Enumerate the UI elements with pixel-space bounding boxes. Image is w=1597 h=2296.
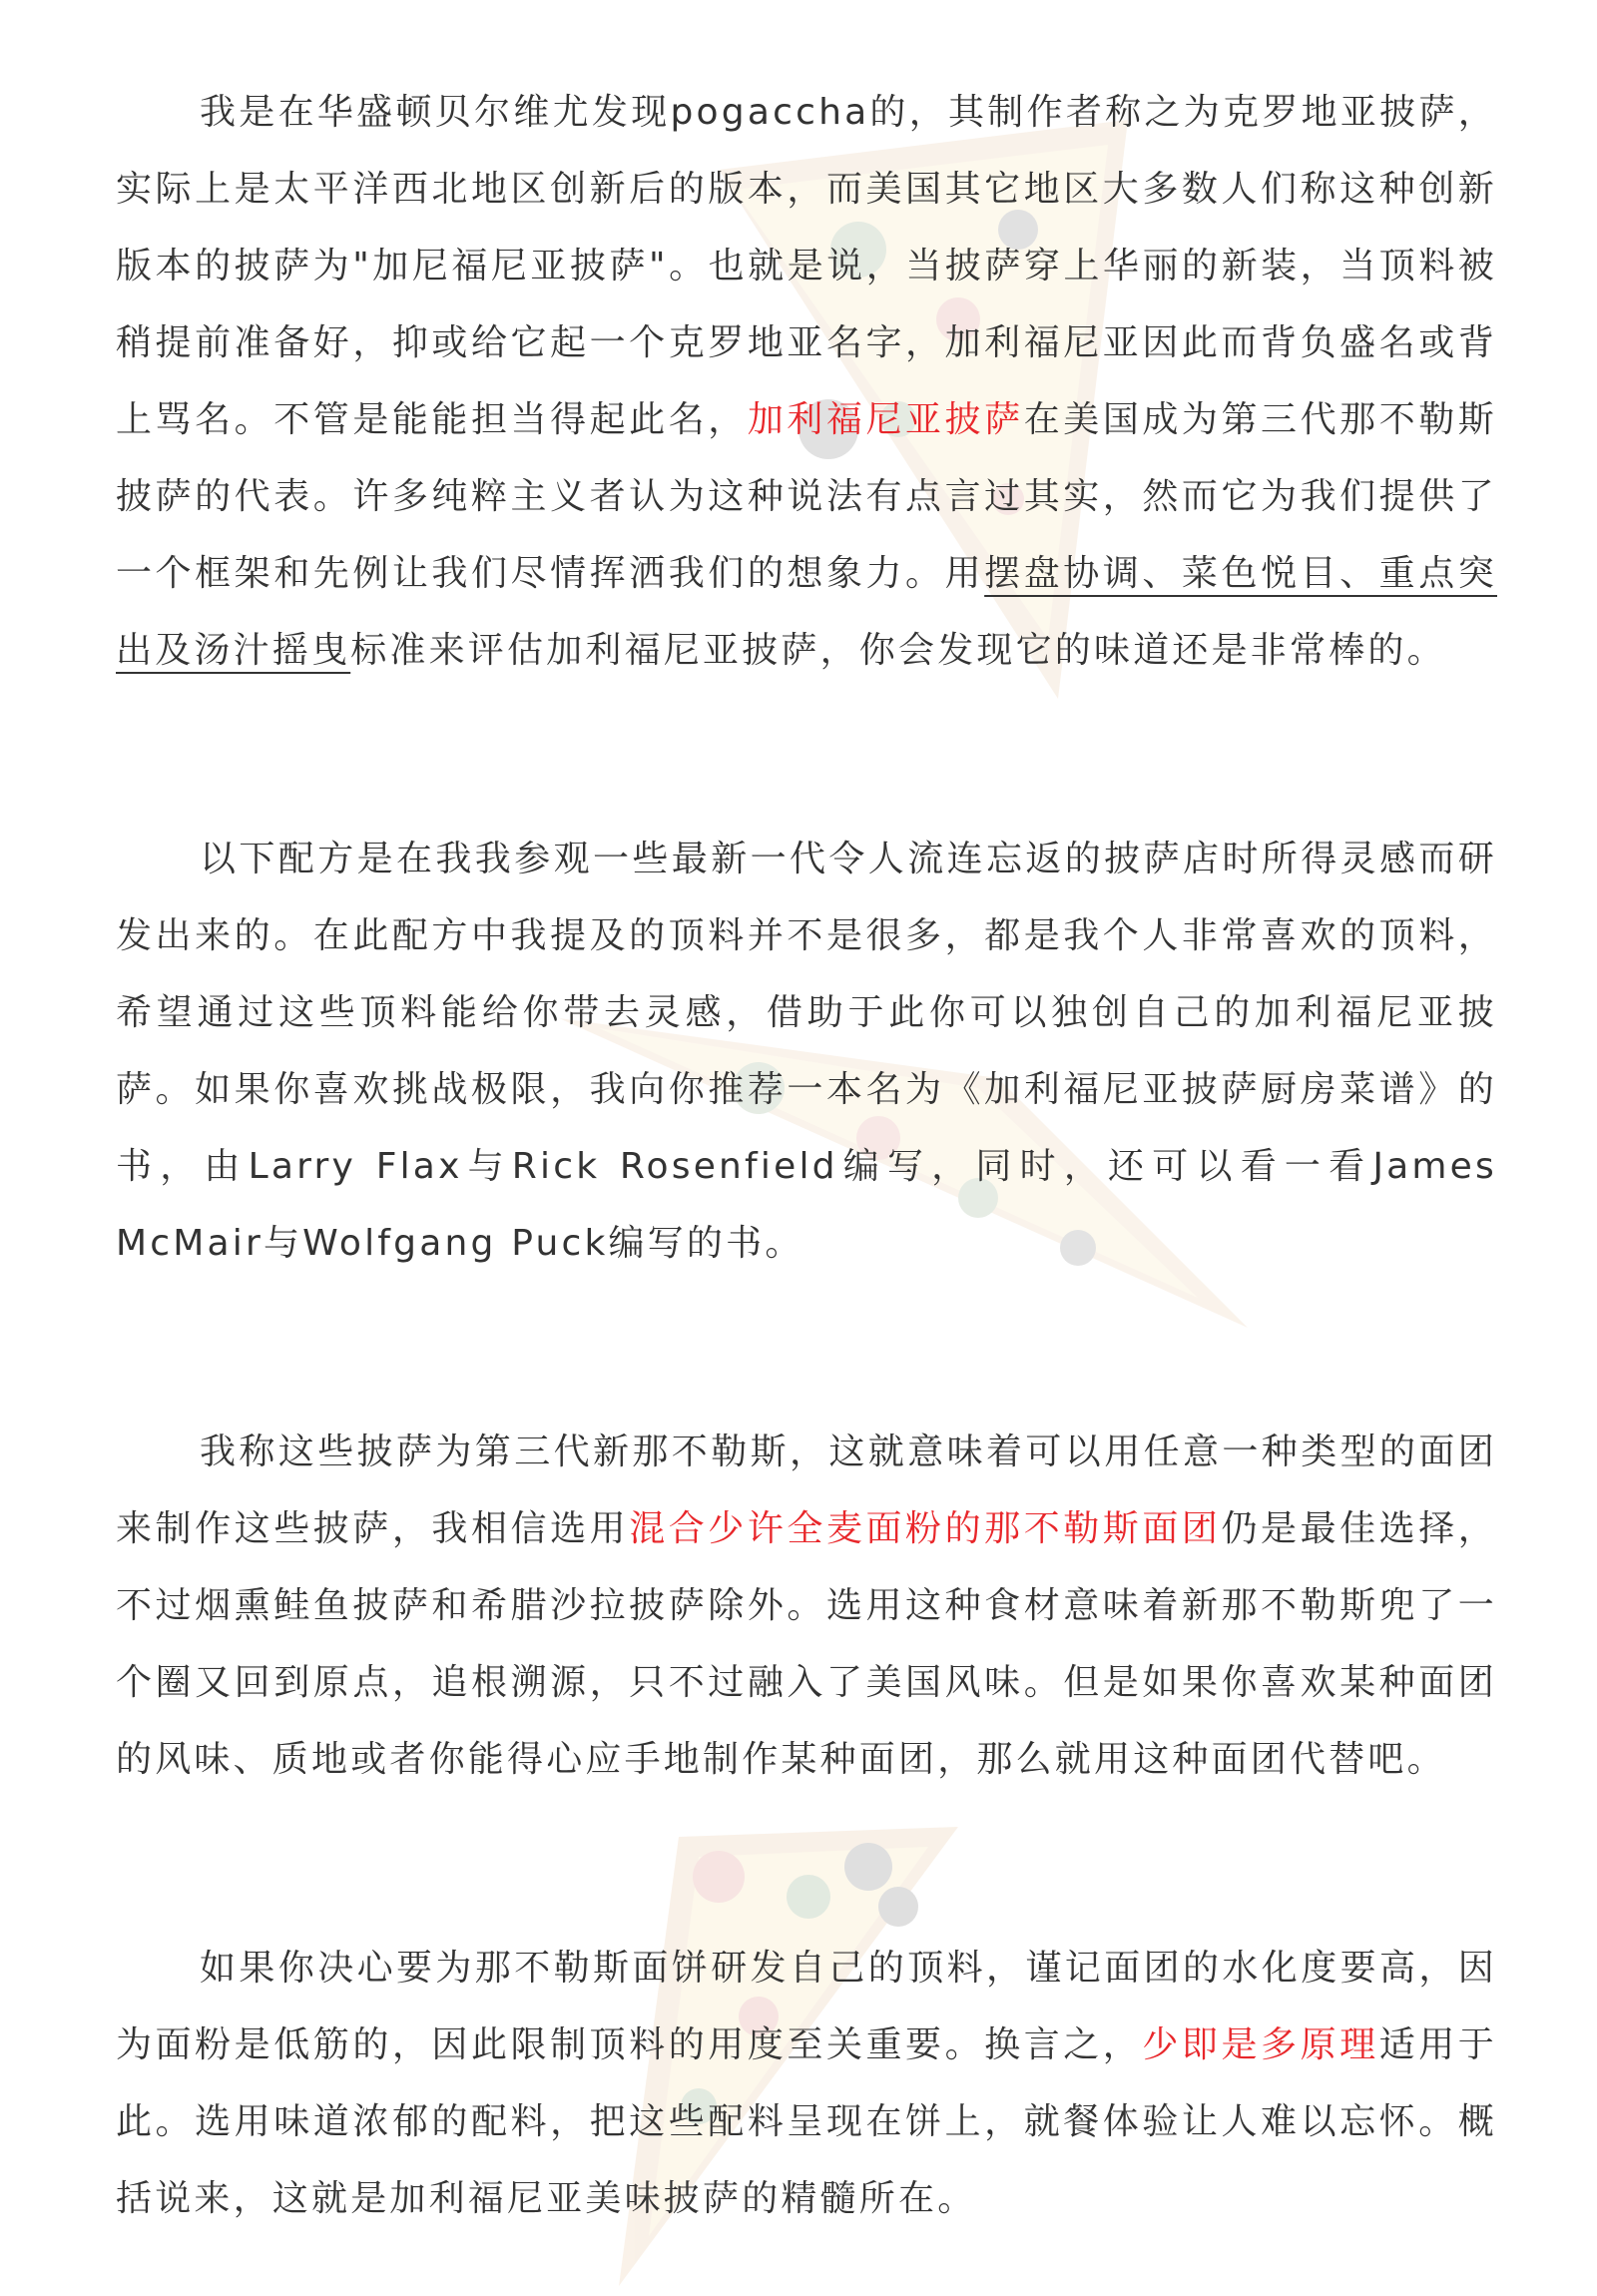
paragraph-4-text-a: 如果你决心要为那不勒斯面饼研发自己的顶料，谨记面团的水化度要高，因为面粉是低筋的，因此限制顶料的用度至关重要。换言之， [116,1948,1497,2065]
paragraph-1 [116,74,1497,689]
paragraph-4 [116,1930,1497,2237]
article-body [116,74,1497,2237]
paragraph-3-text-b: 仍是最佳选择，不过烟熏鲑鱼披萨和希腊沙拉披萨除外。选用这种食材意味着新那不勒斯兜了一个圈又回到原点，追根溯源，只不过融入了美国风味。但是如果你喜欢某种面团的风味、质地或者你能得心应手地制作某种面团，那么就用这种面团代替吧。 [116,1508,1497,1780]
paragraph-1-text-c: 标准来评估加利福尼亚披萨，你会发现它的味道还是非常棒的。 [350,630,1446,671]
paragraph-2 [116,821,1497,1282]
paragraph-3-text-a: 我称这些披萨为第三代新那不勒斯，这就意味着可以用任意一种类型的面团来制作这些披萨，我相信选用 [116,1432,1497,1549]
underlined-criteria: 摆盘协调、菜色悦目、重点突出及汤汁摇曳 [116,553,1497,671]
paragraph-2-text: 以下配方是在我我参观一些最新一代令人流连忘返的披萨店时所得灵感而研发出来的。在此配方中我提及的顶料并不是很多，都是我个人非常喜欢的顶料，希望通过这些顶料能给你带去灵感，借助于此你可以独创自己的加利福尼亚披萨。如果你喜欢挑战极限，我向你推荐一本名为《加利福尼亚披萨厨房菜谱》的书，由Larry Flax与Rick Rosenfield编写，同时，还可以看一看James McMair与Wolfgang Puck编写的书。 [116,839,1497,1264]
paragraph-1-text-a: 我是在华盛顿贝尔维尤发现pogaccha的，其制作者称之为克罗地亚披萨，实际上是太平洋西北地区创新后的版本，而美国其它地区大多数人们称这种创新版本的披萨为"加尼福尼亚披萨"。也就是说，当披萨穿上华丽的新装，当顶料被稍提前准备好，抑或给它起一个克罗地亚名字，加利福尼亚因此而背负盛名或背上骂名。不管是能能担当得起此名， [116,92,1497,440]
paragraph-4-text-b: 适用于此。选用味道浓郁的配料，把这些配料呈现在饼上，就餐体验让人难以忘怀。概括说来，这就是加利福尼亚美味披萨的精髓所在。 [116,2024,1498,2219]
paragraph-3 [116,1414,1497,1798]
paragraph-1-text-b: 在美国成为第三代那不勒斯披萨的代表。许多纯粹主义者认为这种说法有点言过其实，然而它为我们提供了一个框架和先例让我们尽情挥洒我们的想象力。用 [116,399,1497,594]
highlight-dough: 混合少许全麦面粉的那不勒斯面团 [629,1508,1222,1549]
highlight-california-pizza: 加利福尼亚披萨 [747,399,1024,440]
highlight-less-is-more: 少即是多原理 [1142,2024,1379,2065]
